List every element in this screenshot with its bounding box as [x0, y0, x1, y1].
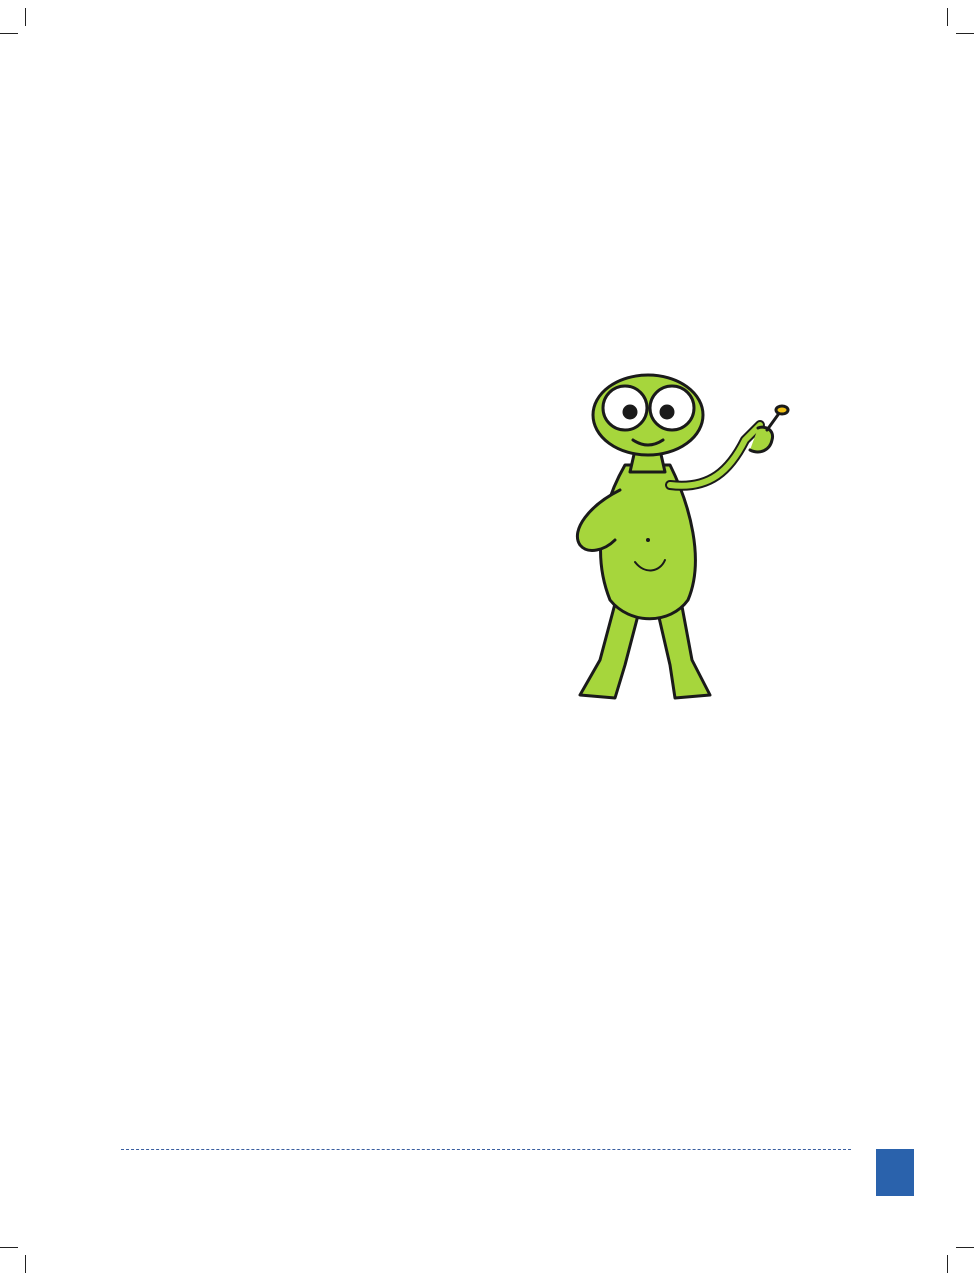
crop-mark [25, 8, 26, 26]
alien-figure [577, 375, 788, 698]
crop-mark [956, 1247, 974, 1248]
alien-illustration [420, 300, 870, 740]
comunicaccion-logo [548, 78, 868, 208]
crop-mark [0, 1247, 18, 1248]
page-number [876, 1149, 914, 1196]
crop-mark [956, 33, 974, 34]
crop-mark [25, 1255, 26, 1273]
crop-mark [947, 8, 948, 26]
crop-mark [947, 1255, 948, 1273]
footer-rule [121, 1149, 851, 1150]
crop-mark [0, 33, 18, 34]
